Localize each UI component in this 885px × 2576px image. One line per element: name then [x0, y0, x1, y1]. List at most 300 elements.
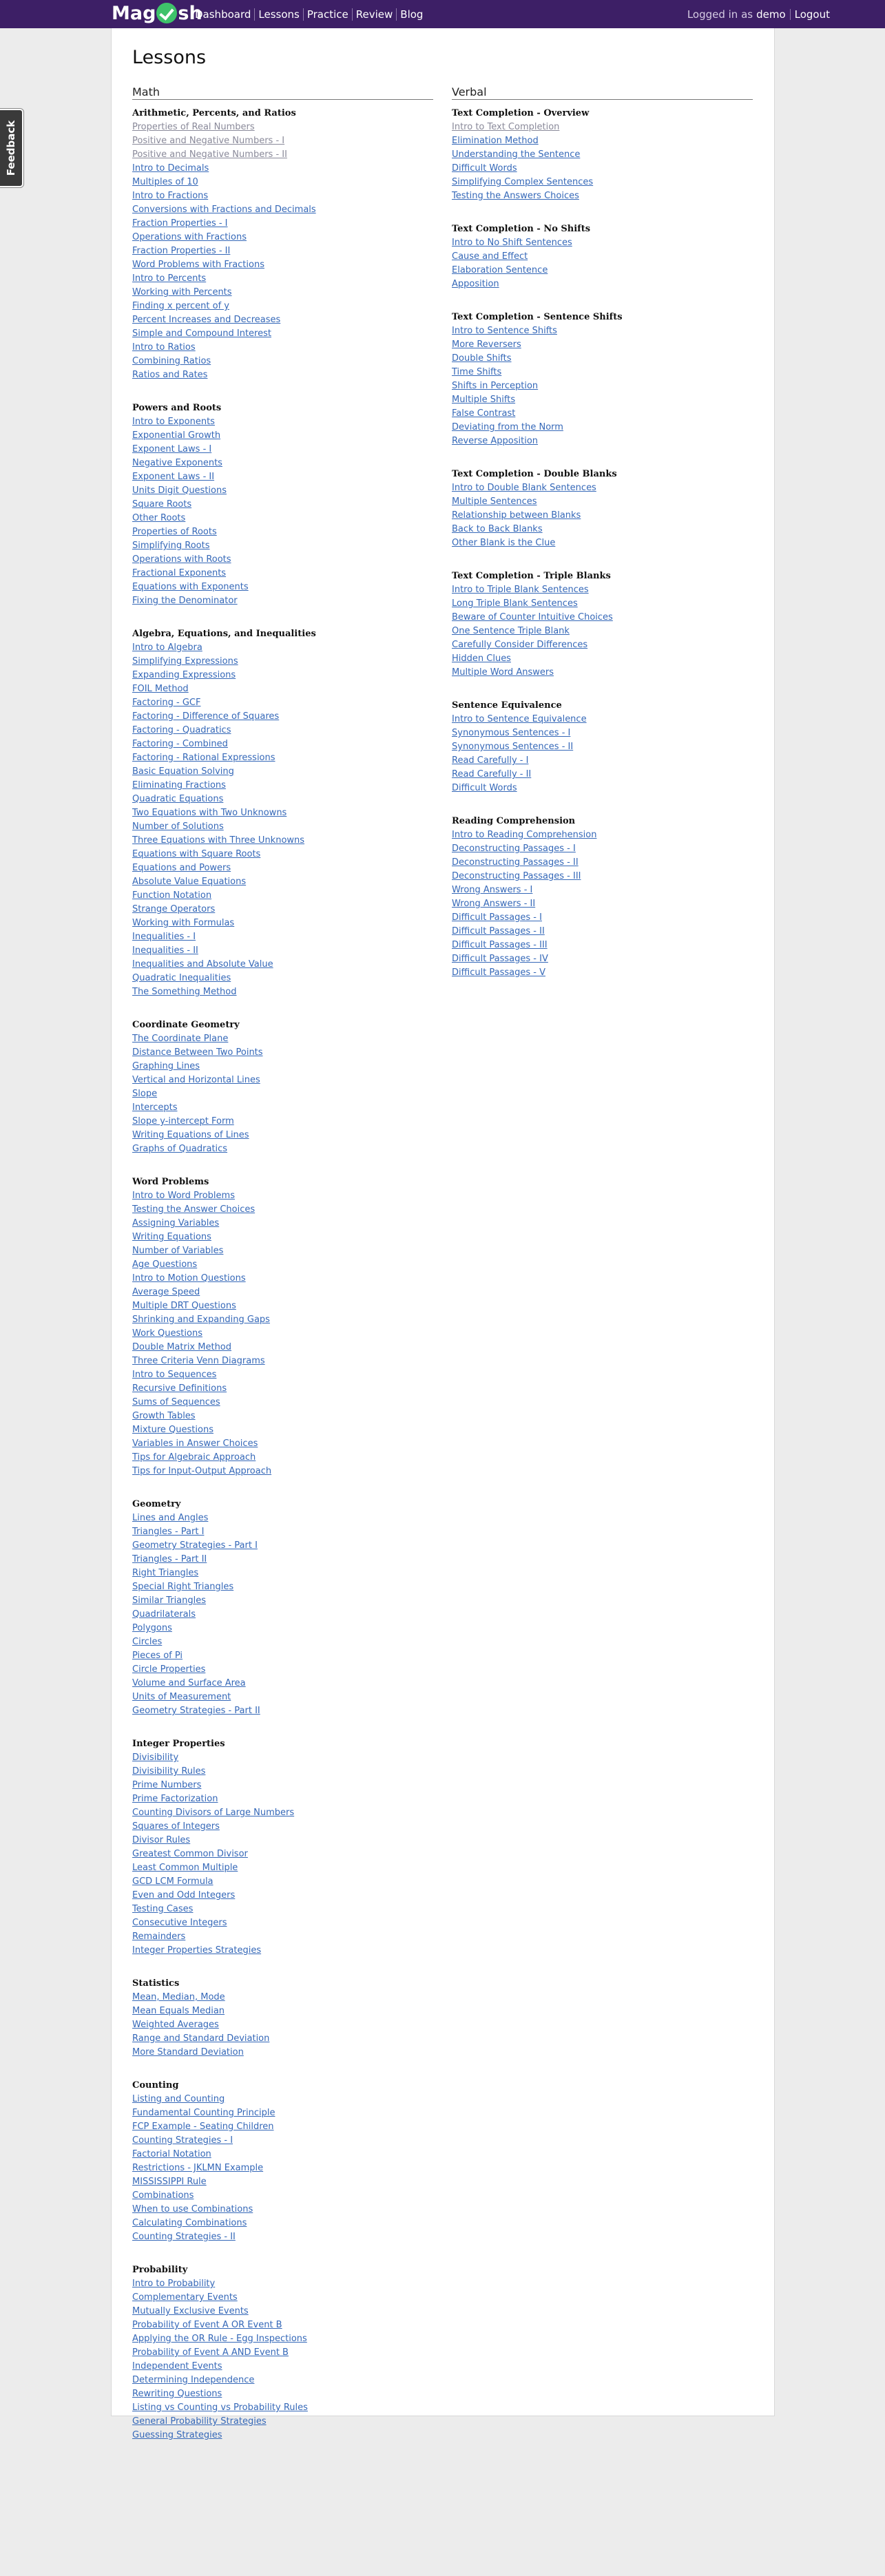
lesson-item — [132, 1313, 433, 1327]
lesson-link-quadrilaterals[interactable]: Quadrilaterals — [132, 1609, 196, 1620]
lesson-link-work-questions[interactable]: Work Questions — [132, 1328, 202, 1339]
lesson-link-more-standard-deviation[interactable]: More Standard Deviation — [132, 2047, 244, 2057]
lesson-item — [132, 2161, 433, 2175]
section-powers-and-roots — [132, 401, 433, 608]
lesson-link-factoring-gcf[interactable]: Factoring - GCF — [132, 698, 201, 708]
lesson-link-read-carefully-ii[interactable]: Read Carefully - II — [452, 769, 532, 779]
lesson-link-listing-and-counting[interactable]: Listing and Counting — [132, 2094, 225, 2104]
lesson-link-multiple-drt-questions[interactable]: Multiple DRT Questions — [132, 1301, 236, 1311]
lesson-item — [132, 669, 433, 682]
checkmark-logo-icon — [156, 3, 177, 23]
lesson-link-determining-independence[interactable]: Determining Independence — [132, 2375, 255, 2385]
lesson-link-weighted-averages[interactable]: Weighted Averages — [132, 2020, 219, 2030]
lesson-item — [132, 1635, 433, 1649]
lesson-item — [132, 1046, 433, 1060]
lesson-link-relationship-between-blanks[interactable]: Relationship between Blanks — [452, 510, 581, 521]
lesson-link-restrictions-jklmn-example[interactable]: Restrictions - JKLMN Example — [132, 2163, 264, 2173]
lesson-link-assigning-variables[interactable]: Assigning Variables — [132, 1218, 220, 1228]
lesson-link-greatest-common-divisor[interactable]: Greatest Common Divisor — [132, 1849, 248, 1859]
lesson-link-synonymous-sentences-ii[interactable]: Synonymous Sentences - II — [452, 742, 574, 752]
lesson-link-quadratic-inequalities[interactable]: Quadratic Inequalities — [132, 973, 231, 983]
lesson-link-intro-to-probability[interactable]: Intro to Probability — [132, 2279, 216, 2289]
lesson-link-multiple-shifts[interactable]: Multiple Shifts — [452, 395, 516, 405]
lesson-link-when-to-use-combinations[interactable]: When to use Combinations — [132, 2204, 253, 2214]
lesson-item — [132, 2046, 433, 2060]
lesson-link-counting-strategies-i[interactable]: Counting Strategies - I — [132, 2135, 233, 2146]
lesson-link-applying-the-or-rule-egg-inspections[interactable]: Applying the OR Rule - Egg Inspections — [132, 2334, 307, 2344]
lesson-link-squares-of-integers[interactable]: Squares of Integers — [132, 1821, 220, 1832]
lesson-link-growth-tables[interactable]: Growth Tables — [132, 1411, 196, 1421]
lesson-link-age-questions[interactable]: Age Questions — [132, 1259, 198, 1270]
lesson-link-eliminating-fractions[interactable]: Eliminating Fractions — [132, 780, 226, 790]
lesson-item — [132, 148, 433, 162]
lesson-link-circle-properties[interactable]: Circle Properties — [132, 1664, 206, 1675]
lesson-link-intro-to-reading-comprehension[interactable]: Intro to Reading Comprehension — [452, 830, 597, 840]
lesson-link-other-blank-is-the-clue[interactable]: Other Blank is the Clue — [452, 538, 556, 548]
lesson-link-three-equations-with-three-unknowns[interactable]: Three Equations with Three Unknowns — [132, 835, 305, 846]
lesson-link-combinations[interactable]: Combinations — [132, 2190, 194, 2201]
lesson-link-intro-to-percents[interactable]: Intro to Percents — [132, 273, 207, 284]
lesson-item — [452, 597, 753, 611]
lesson-link-carefully-consider-differences[interactable]: Carefully Consider Differences — [452, 640, 588, 650]
math-column — [132, 86, 433, 2462]
section-title: Reading Comprehension — [452, 816, 576, 826]
lesson-link-properties-of-roots[interactable]: Properties of Roots — [132, 527, 217, 537]
lesson-link-positive-and-negative-numbers-ii[interactable]: Positive and Negative Numbers - II — [132, 149, 287, 160]
lesson-link-independent-events[interactable]: Independent Events — [132, 2361, 222, 2371]
lesson-link-absolute-value-equations[interactable]: Absolute Value Equations — [132, 877, 247, 887]
verbal-heading: Verbal — [452, 86, 753, 100]
lesson-link-deconstructing-passages-i[interactable]: Deconstructing Passages - I — [452, 844, 576, 854]
lesson-link-intro-to-decimals[interactable]: Intro to Decimals — [132, 163, 209, 174]
lesson-link-wrong-answers-i[interactable]: Wrong Answers - I — [452, 885, 533, 895]
lesson-link-divisor-rules[interactable]: Divisor Rules — [132, 1835, 191, 1845]
lesson-link-intro-to-sentence-equivalence[interactable]: Intro to Sentence Equivalence — [452, 714, 587, 724]
lesson-link-circles[interactable]: Circles — [132, 1637, 163, 1647]
lesson-link-triangles-part-i[interactable]: Triangles - Part I — [132, 1527, 205, 1537]
lesson-item — [132, 1396, 433, 1410]
lesson-link-volume-and-surface-area[interactable]: Volume and Surface Area — [132, 1678, 246, 1688]
lesson-item — [132, 958, 433, 972]
lesson-link-difficult-passages-i[interactable]: Difficult Passages - I — [452, 912, 542, 923]
lesson-link-remainders[interactable]: Remainders — [132, 1931, 186, 1942]
lesson-link-right-triangles[interactable]: Right Triangles — [132, 1568, 199, 1578]
lesson-link-negative-exponents[interactable]: Negative Exponents — [132, 458, 222, 468]
page-title: Lessons — [132, 47, 207, 68]
nav-dashboard[interactable]: Dashboard — [191, 8, 255, 21]
lesson-link-intro-to-sequences[interactable]: Intro to Sequences — [132, 1370, 217, 1380]
lesson-item — [452, 625, 753, 638]
feedback-tab[interactable] — [0, 109, 23, 187]
lesson-item — [132, 1567, 433, 1580]
lesson-item — [132, 162, 433, 176]
lesson-item — [132, 2018, 433, 2032]
lesson-item — [132, 930, 433, 944]
lesson-link-range-and-standard-deviation[interactable]: Range and Standard Deviation — [132, 2033, 270, 2044]
lesson-link-intro-to-double-blank-sentences[interactable]: Intro to Double Blank Sentences — [452, 483, 596, 493]
lesson-link-factorial-notation[interactable]: Factorial Notation — [132, 2149, 211, 2159]
lesson-link-more-reversers[interactable]: More Reversers — [452, 339, 521, 350]
lesson-link-prime-numbers[interactable]: Prime Numbers — [132, 1780, 202, 1790]
lesson-link-simple-and-compound-interest[interactable]: Simple and Compound Interest — [132, 328, 271, 339]
section-title: Statistics — [132, 1978, 180, 1989]
lesson-link-reverse-apposition[interactable]: Reverse Apposition — [452, 436, 539, 446]
section-coordinate-geometry — [132, 1018, 433, 1156]
lesson-item — [452, 925, 753, 939]
lesson-link-beware-of-counter-intuitive-choices[interactable]: Beware of Counter Intuitive Choices — [452, 612, 613, 622]
lesson-link-equations-and-powers[interactable]: Equations and Powers — [132, 863, 231, 873]
lesson-link-probability-of-event-a-and-event-b[interactable]: Probability of Event A AND Event B — [132, 2347, 289, 2358]
lesson-link-difficult-words[interactable]: Difficult Words — [452, 783, 517, 793]
lesson-link-difficult-passages-iv[interactable]: Difficult Passages - IV — [452, 954, 548, 964]
lesson-link-the-coordinate-plane[interactable]: The Coordinate Plane — [132, 1034, 229, 1044]
section-title: Text Completion - Triple Blanks — [452, 571, 611, 581]
lesson-link-back-to-back-blanks[interactable]: Back to Back Blanks — [452, 524, 543, 534]
lesson-item — [132, 1690, 433, 1704]
lesson-link-factoring-combined[interactable]: Factoring - Combined — [132, 739, 228, 749]
lesson-item — [132, 2189, 433, 2203]
lesson-link-operations-with-roots[interactable]: Operations with Roots — [132, 554, 231, 565]
lesson-link-shifts-in-perception[interactable]: Shifts in Perception — [452, 381, 539, 391]
section-word-problems — [132, 1175, 433, 1478]
nav-lessons[interactable]: Lessons — [255, 8, 303, 21]
lesson-link-geometry-strategies-part-i[interactable]: Geometry Strategies - Part I — [132, 1540, 258, 1551]
lesson-link-intro-to-motion-questions[interactable]: Intro to Motion Questions — [132, 1273, 246, 1284]
lesson-link-deconstructing-passages-iii[interactable]: Deconstructing Passages - III — [452, 871, 581, 881]
lesson-item — [132, 121, 433, 134]
lesson-link-listing-vs-counting-vs-probability-rules[interactable]: Listing vs Counting vs Probability Rules — [132, 2402, 308, 2413]
lesson-item — [132, 765, 433, 779]
lesson-link-units-digit-questions[interactable]: Units Digit Questions — [132, 485, 227, 496]
lesson-link-intro-to-no-shift-sentences[interactable]: Intro to No Shift Sentences — [452, 238, 572, 248]
lesson-link-inequalities-i[interactable]: Inequalities - I — [132, 932, 196, 942]
lesson-item — [452, 162, 753, 176]
section-text-completion-sentence-shifts — [452, 311, 753, 448]
lesson-item — [132, 1451, 433, 1465]
lesson-item — [132, 985, 433, 999]
nav-practice[interactable]: Practice — [304, 8, 353, 21]
lesson-link-exponential-growth[interactable]: Exponential Growth — [132, 430, 221, 441]
lesson-link-difficult-passages-ii[interactable]: Difficult Passages - II — [452, 926, 545, 936]
lesson-link-multiple-sentences[interactable]: Multiple Sentences — [452, 496, 537, 507]
lesson-link-prime-factorization[interactable]: Prime Factorization — [132, 1794, 218, 1804]
verbal-column — [452, 86, 753, 999]
lesson-link-conversions-with-fractions-and-decimals[interactable]: Conversions with Fractions and Decimals — [132, 205, 316, 215]
lesson-link-factoring-quadratics[interactable]: Factoring - Quadratics — [132, 725, 231, 735]
lesson-link-counting-divisors-of-large-numbers[interactable]: Counting Divisors of Large Numbers — [132, 1808, 295, 1818]
lesson-link-working-with-formulas[interactable]: Working with Formulas — [132, 918, 235, 928]
lesson-link-special-right-triangles[interactable]: Special Right Triangles — [132, 1582, 234, 1592]
lesson-item — [132, 580, 433, 594]
lesson-link-time-shifts[interactable]: Time Shifts — [452, 367, 502, 377]
lesson-link-simplifying-roots[interactable]: Simplifying Roots — [132, 541, 210, 551]
lesson-item — [132, 2217, 433, 2230]
lesson-link-similar-triangles[interactable]: Similar Triangles — [132, 1595, 207, 1606]
lesson-item — [452, 583, 753, 597]
lesson-link-intro-to-word-problems[interactable]: Intro to Word Problems — [132, 1191, 235, 1201]
lesson-link-elimination-method[interactable]: Elimination Method — [452, 136, 539, 146]
lesson-link-mississippi-rule[interactable]: MISSISSIPPI Rule — [132, 2177, 207, 2187]
lesson-link-strange-operators[interactable]: Strange Operators — [132, 904, 216, 914]
lesson-link-inequalities-ii[interactable]: Inequalities - II — [132, 945, 198, 956]
lesson-link-general-probability-strategies[interactable]: General Probability Strategies — [132, 2416, 267, 2427]
lesson-item — [132, 567, 433, 580]
lesson-item — [132, 710, 433, 724]
section-title: Coordinate Geometry — [132, 1020, 240, 1030]
lesson-item — [132, 1553, 433, 1567]
lesson-link-average-speed[interactable]: Average Speed — [132, 1287, 200, 1297]
lesson-list — [132, 1189, 433, 1478]
lesson-item — [132, 2175, 433, 2189]
lesson-link-read-carefully-i[interactable]: Read Carefully - I — [452, 755, 529, 766]
lesson-link-multiple-word-answers[interactable]: Multiple Word Answers — [452, 667, 554, 678]
lesson-item — [132, 2203, 433, 2217]
lesson-link-probability-of-event-a-or-event-b[interactable]: Probability of Event A OR Event B — [132, 2320, 282, 2330]
lesson-link-equations-with-square-roots[interactable]: Equations with Square Roots — [132, 849, 261, 859]
lesson-link-fixing-the-denominator[interactable]: Fixing the Denominator — [132, 596, 238, 606]
lesson-link-least-common-multiple[interactable]: Least Common Multiple — [132, 1863, 238, 1873]
lesson-item — [132, 498, 433, 512]
lesson-item — [452, 782, 753, 795]
lesson-item — [132, 258, 433, 272]
lesson-link-fraction-properties-ii[interactable]: Fraction Properties - II — [132, 246, 231, 256]
lesson-link-expanding-expressions[interactable]: Expanding Expressions — [132, 670, 236, 680]
section-title: Text Completion - Double Blanks — [452, 469, 617, 479]
logo-text-left: Mag — [112, 3, 156, 24]
lesson-link-writing-equations-of-lines[interactable]: Writing Equations of Lines — [132, 1130, 249, 1140]
lesson-link-intro-to-triple-blank-sentences[interactable]: Intro to Triple Blank Sentences — [452, 585, 589, 595]
lesson-link-complementary-events[interactable]: Complementary Events — [132, 2292, 238, 2303]
lesson-link-divisibility-rules[interactable]: Divisibility Rules — [132, 1766, 206, 1777]
lesson-link-testing-the-answer-choices[interactable]: Testing the Answer Choices — [132, 1204, 256, 1215]
lesson-link-graphing-lines[interactable]: Graphing Lines — [132, 1061, 200, 1071]
lesson-link-positive-and-negative-numbers-i[interactable]: Positive and Negative Numbers - I — [132, 136, 285, 146]
lesson-link-deviating-from-the-norm[interactable]: Deviating from the Norm — [452, 422, 563, 432]
lesson-link-one-sentence-triple-blank[interactable]: One Sentence Triple Blank — [452, 626, 570, 636]
lesson-link-combining-ratios[interactable]: Combining Ratios — [132, 356, 211, 366]
lesson-link-deconstructing-passages-ii[interactable]: Deconstructing Passages - II — [452, 857, 579, 868]
lesson-link-guessing-strategies[interactable]: Guessing Strategies — [132, 2430, 222, 2440]
lesson-item — [132, 1327, 433, 1341]
lesson-link-divisibility[interactable]: Divisibility — [132, 1752, 179, 1763]
lesson-link-units-of-measurement[interactable]: Units of Measurement — [132, 1692, 231, 1702]
lesson-link-wrong-answers-ii[interactable]: Wrong Answers - II — [452, 899, 536, 909]
lesson-link-three-criteria-venn-diagrams[interactable]: Three Criteria Venn Diagrams — [132, 1356, 265, 1366]
lesson-link-testing-the-answers-choices[interactable]: Testing the Answers Choices — [452, 191, 579, 201]
lesson-link-foil-method[interactable]: FOIL Method — [132, 684, 189, 694]
lesson-item — [132, 1272, 433, 1286]
lesson-link-function-notation[interactable]: Function Notation — [132, 890, 212, 901]
lesson-link-fraction-properties-i[interactable]: Fraction Properties - I — [132, 218, 228, 229]
lesson-link-calculating-combinations[interactable]: Calculating Combinations — [132, 2218, 247, 2228]
lesson-link-working-with-percents[interactable]: Working with Percents — [132, 287, 232, 297]
lesson-link-simplifying-expressions[interactable]: Simplifying Expressions — [132, 656, 238, 667]
lesson-link-ratios-and-rates[interactable]: Ratios and Rates — [132, 370, 208, 380]
lesson-link-quadratic-equations[interactable]: Quadratic Equations — [132, 794, 224, 804]
lesson-item — [132, 1115, 433, 1129]
lesson-link-other-roots[interactable]: Other Roots — [132, 513, 186, 523]
lesson-item — [452, 828, 753, 842]
lesson-link-difficult-words[interactable]: Difficult Words — [452, 163, 517, 174]
lesson-link-simplifying-complex-sentences[interactable]: Simplifying Complex Sentences — [452, 177, 594, 187]
lesson-item — [132, 2387, 433, 2401]
lesson-item — [132, 1465, 433, 1478]
lesson-link-graphs-of-quadratics[interactable]: Graphs of Quadratics — [132, 1144, 228, 1154]
lesson-link-difficult-passages-iii[interactable]: Difficult Passages - III — [452, 940, 548, 950]
lesson-link-writing-equations[interactable]: Writing Equations — [132, 1232, 211, 1242]
lesson-item — [452, 666, 753, 680]
lesson-link-percent-increases-and-decreases[interactable]: Percent Increases and Decreases — [132, 315, 281, 325]
nav-blog[interactable]: Blog — [400, 8, 424, 21]
section-title: Sentence Equivalence — [452, 700, 562, 711]
lesson-link-elaboration-sentence[interactable]: Elaboration Sentence — [452, 265, 548, 275]
section-sentence-equivalence — [452, 699, 753, 795]
lesson-link-false-contrast[interactable]: False Contrast — [452, 408, 516, 419]
lesson-item — [132, 1525, 433, 1539]
lesson-item — [132, 1382, 433, 1396]
lesson-link-distance-between-two-points[interactable]: Distance Between Two Points — [132, 1047, 263, 1058]
lesson-link-gcd-lcm-formula[interactable]: GCD LCM Formula — [132, 1876, 214, 1887]
lesson-link-vertical-and-horizontal-lines[interactable]: Vertical and Horizontal Lines — [132, 1075, 260, 1085]
lesson-item — [132, 1142, 433, 1156]
section-title: Probability — [132, 2265, 188, 2275]
lesson-link-cause-and-effect[interactable]: Cause and Effect — [452, 251, 528, 262]
lesson-item — [132, 1991, 433, 2004]
lesson-link-consecutive-integers[interactable]: Consecutive Integers — [132, 1918, 227, 1928]
lesson-link-synonymous-sentences-i[interactable]: Synonymous Sentences - I — [452, 728, 571, 738]
lesson-item — [132, 2305, 433, 2318]
lesson-link-recursive-definitions[interactable]: Recursive Definitions — [132, 1383, 227, 1394]
lesson-link-fractional-exponents[interactable]: Fractional Exponents — [132, 568, 227, 578]
lesson-link-slope-y-intercept-form[interactable]: Slope y-intercept Form — [132, 1116, 234, 1127]
lesson-item — [132, 313, 433, 327]
lesson-link-mean-median-mode[interactable]: Mean, Median, Mode — [132, 1992, 225, 2002]
lesson-item — [132, 1074, 433, 1087]
lesson-link-shrinking-and-expanding-gaps[interactable]: Shrinking and Expanding Gaps — [132, 1315, 270, 1325]
lesson-link-inequalities-and-absolute-value[interactable]: Inequalities and Absolute Value — [132, 959, 273, 970]
lesson-link-factoring-difference-of-squares[interactable]: Factoring - Difference of Squares — [132, 711, 280, 722]
lesson-item — [452, 883, 753, 897]
lesson-link-variables-in-answer-choices[interactable]: Variables in Answer Choices — [132, 1438, 258, 1449]
lesson-item — [132, 244, 433, 258]
lesson-link-even-and-odd-integers[interactable]: Even and Odd Integers — [132, 1890, 236, 1900]
lesson-link-sums-of-sequences[interactable]: Sums of Sequences — [132, 1397, 220, 1407]
lesson-link-factoring-rational-expressions[interactable]: Factoring - Rational Expressions — [132, 753, 275, 763]
lesson-link-fcp-example-seating-children[interactable]: FCP Example - Seating Children — [132, 2122, 274, 2132]
lesson-link-mean-equals-median[interactable]: Mean Equals Median — [132, 2006, 225, 2016]
lesson-item — [132, 1299, 433, 1313]
lesson-link-intro-to-sentence-shifts[interactable]: Intro to Sentence Shifts — [452, 326, 557, 336]
lesson-item — [132, 1101, 433, 1115]
lesson-link-intro-to-text-completion[interactable]: Intro to Text Completion — [452, 122, 560, 132]
lesson-item — [132, 848, 433, 861]
lesson-link-pieces-of-pi[interactable]: Pieces of Pi — [132, 1651, 183, 1661]
lesson-link-rewriting-questions[interactable]: Rewriting Questions — [132, 2389, 222, 2399]
lesson-item — [132, 655, 433, 669]
lesson-link-finding-x-percent-of-y[interactable]: Finding x percent of y — [132, 301, 229, 311]
lesson-link-tips-for-input-output-approach[interactable]: Tips for Input-Output Approach — [132, 1466, 272, 1476]
nav-review[interactable]: Review — [353, 8, 397, 21]
lesson-item — [132, 217, 433, 231]
lesson-link-counting-strategies-ii[interactable]: Counting Strategies - II — [132, 2232, 236, 2242]
lesson-link-testing-cases[interactable]: Testing Cases — [132, 1904, 194, 1914]
lesson-link-equations-with-exponents[interactable]: Equations with Exponents — [132, 582, 249, 592]
lesson-list — [452, 121, 753, 203]
section-probability — [132, 2263, 433, 2442]
lesson-link-intercepts[interactable]: Intercepts — [132, 1102, 178, 1113]
lesson-item — [132, 1622, 433, 1635]
lesson-link-number-of-variables[interactable]: Number of Variables — [132, 1246, 224, 1256]
lesson-link-multiples-of-10[interactable]: Multiples of 10 — [132, 177, 198, 187]
logout-link[interactable]: Logout — [794, 8, 830, 21]
lesson-item — [132, 1663, 433, 1677]
lesson-link-tips-for-algebraic-approach[interactable]: Tips for Algebraic Approach — [132, 1452, 256, 1463]
username[interactable]: demo — [756, 8, 786, 21]
magoosh-logo[interactable] — [112, 2, 202, 25]
lesson-link-basic-equation-solving[interactable]: Basic Equation Solving — [132, 766, 234, 777]
lesson-link-intro-to-ratios[interactable]: Intro to Ratios — [132, 342, 196, 353]
lesson-item — [452, 434, 753, 448]
lesson-link-mixture-questions[interactable]: Mixture Questions — [132, 1425, 214, 1435]
lesson-link-triangles-part-ii[interactable]: Triangles - Part II — [132, 1554, 207, 1564]
lesson-link-double-shifts[interactable]: Double Shifts — [452, 353, 512, 364]
lesson-link-word-problems-with-fractions[interactable]: Word Problems with Fractions — [132, 260, 264, 270]
lesson-item — [132, 1649, 433, 1663]
lesson-link-slope[interactable]: Slope — [132, 1089, 158, 1099]
lesson-link-number-of-solutions[interactable]: Number of Solutions — [132, 821, 224, 832]
lesson-link-properties-of-real-numbers[interactable]: Properties of Real Numbers — [132, 122, 255, 132]
lesson-link-operations-with-fractions[interactable]: Operations with Fractions — [132, 232, 247, 242]
lesson-link-exponent-laws-i[interactable]: Exponent Laws - I — [132, 444, 212, 454]
lesson-item — [132, 2291, 433, 2305]
lesson-item — [132, 300, 433, 313]
lesson-item — [132, 2230, 433, 2244]
lesson-link-double-matrix-method[interactable]: Double Matrix Method — [132, 1342, 232, 1352]
lesson-list — [132, 2093, 433, 2244]
lesson-item — [132, 806, 433, 820]
lesson-link-understanding-the-sentence[interactable]: Understanding the Sentence — [452, 149, 581, 160]
lesson-item — [452, 952, 753, 966]
lesson-item — [132, 355, 433, 368]
lesson-item — [132, 1217, 433, 1231]
lesson-link-long-triple-blank-sentences[interactable]: Long Triple Blank Sentences — [452, 598, 578, 609]
lesson-link-fundamental-counting-principle[interactable]: Fundamental Counting Principle — [132, 2108, 275, 2118]
lesson-item — [452, 407, 753, 421]
lesson-link-lines-and-angles[interactable]: Lines and Angles — [132, 1513, 209, 1523]
lesson-link-two-equations-with-two-unknowns[interactable]: Two Equations with Two Unknowns — [132, 808, 287, 818]
lesson-link-the-something-method[interactable]: The Something Method — [132, 987, 237, 997]
lesson-link-difficult-passages-v[interactable]: Difficult Passages - V — [452, 967, 546, 978]
lesson-link-square-roots[interactable]: Square Roots — [132, 499, 192, 510]
lesson-link-mutually-exclusive-events[interactable]: Mutually Exclusive Events — [132, 2306, 249, 2316]
lesson-item — [132, 189, 433, 203]
lesson-item — [132, 539, 433, 553]
lesson-link-exponent-laws-ii[interactable]: Exponent Laws - II — [132, 472, 215, 482]
lesson-item — [452, 638, 753, 652]
section-title: Counting — [132, 2080, 179, 2091]
lesson-link-hidden-clues[interactable]: Hidden Clues — [452, 653, 511, 664]
lesson-item — [132, 2106, 433, 2120]
lesson-link-geometry-strategies-part-ii[interactable]: Geometry Strategies - Part II — [132, 1706, 260, 1716]
lesson-link-polygons[interactable]: Polygons — [132, 1623, 172, 1633]
lesson-item — [452, 523, 753, 536]
lesson-link-apposition[interactable]: Apposition — [452, 279, 499, 289]
lesson-link-intro-to-exponents[interactable]: Intro to Exponents — [132, 417, 215, 427]
lesson-link-intro-to-fractions[interactable]: Intro to Fractions — [132, 191, 209, 201]
lesson-link-intro-to-algebra[interactable]: Intro to Algebra — [132, 642, 202, 653]
lesson-link-integer-properties-strategies[interactable]: Integer Properties Strategies — [132, 1945, 262, 1956]
lesson-item — [452, 134, 753, 148]
